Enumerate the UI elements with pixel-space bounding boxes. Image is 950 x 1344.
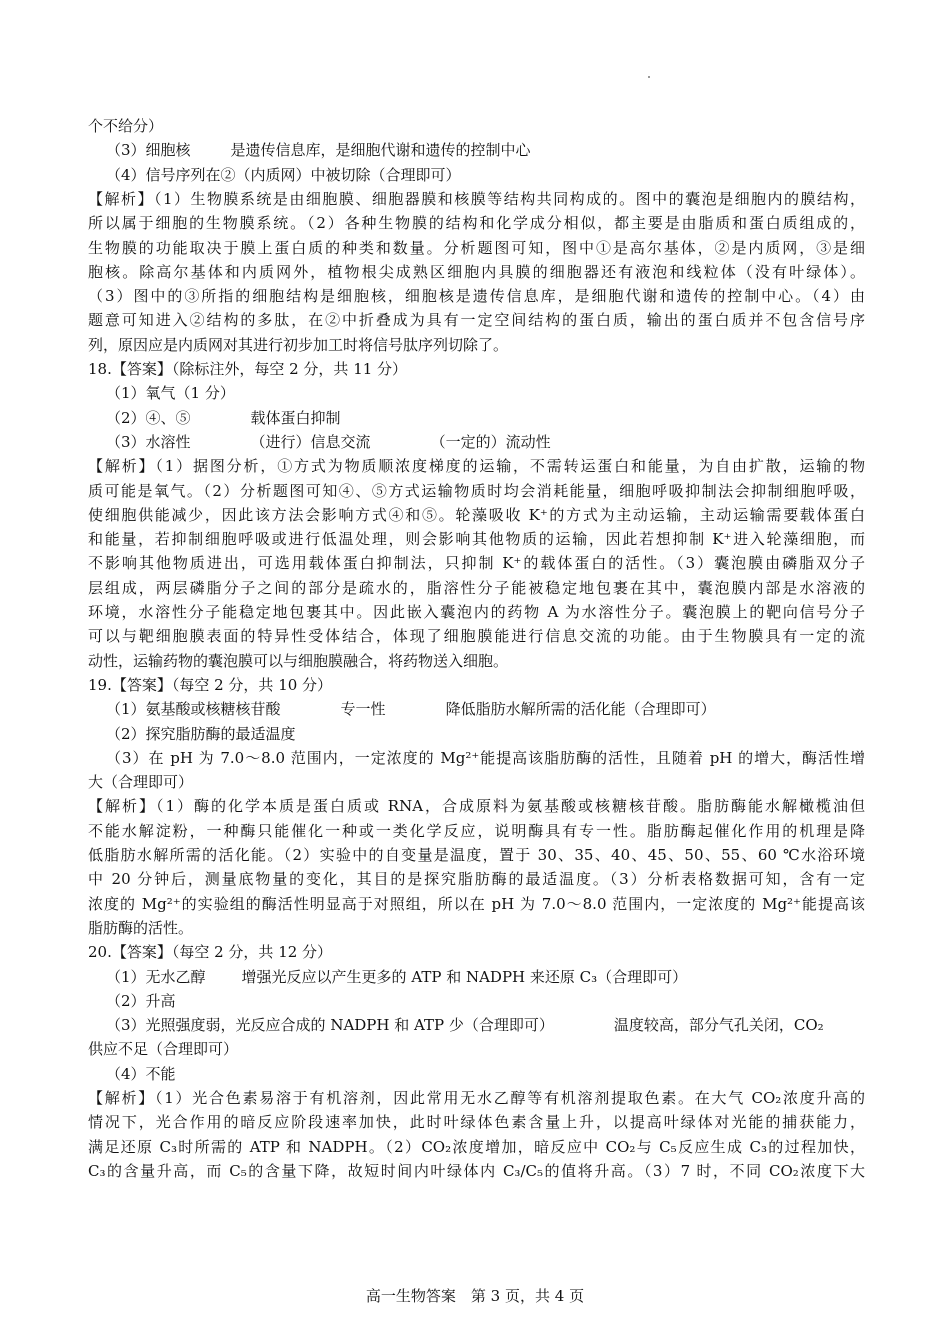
text-line	[106, 697, 865, 721]
text-line: 层组成，两层磷脂分子之间的部分是疏水的，脂溶性分子能被稳定地包裹在其中，囊泡膜内部是水溶液的	[88, 578, 865, 597]
answer-segment: 降低脂肪水解所需的活化能（合理即可）	[445, 700, 716, 719]
answer-segment: 增强光反应以产生更多的 ATP 和 NADPH 来还原 C₃（合理即可）	[241, 967, 688, 986]
text-line	[106, 406, 865, 430]
text-line: 题意可知进入②结构的多肽，在②中折叠成为具有一定空间结构的蛋白质，输出的蛋白质并不包含信号序	[88, 311, 865, 330]
text-line: （4）信号序列在②（内质网）中被切除（合理即可）	[106, 165, 461, 184]
text-line: 个不给分）	[88, 117, 164, 135]
text-line	[106, 430, 865, 454]
answer-segment: （3）细胞核	[106, 141, 191, 160]
text-line: 供应不足（合理即可）	[88, 1040, 239, 1059]
text-line: 生物膜的功能取决于膜上蛋白质的种类和数量。分析题图可知，图中①是高尔基体，②是内质网，③是细	[88, 238, 865, 257]
text-line: 和能量，若抑制细胞呼吸或进行低温处理，则会影响其他物质的运输，因此若想抑制 K⁺进入轮藻细胞，而	[88, 530, 865, 549]
text-line: 满足还原 C₃时所需的 ATP 和 NADPH。（2）CO₂浓度增加，暗反应中 CO₂与 C₅反应生成 C₃的过程加快，	[88, 1137, 865, 1156]
text-line: 可以与靶细胞膜表面的特异性受体结合，体现了细胞膜能进行信息交流的功能。由于生物膜具有一定的流	[88, 627, 865, 646]
answer-segment: （3）水溶性	[106, 432, 191, 451]
text-line: 动性，运输药物的囊泡膜可以与细胞膜融合，将药物送入细胞。	[88, 651, 509, 670]
text-line	[106, 1013, 865, 1037]
text-line: 低脂肪水解所需的活化能。（2）实验中的自变量是温度，置于 30、35、40、45、50、55、60 ℃水浴环境	[88, 846, 865, 864]
text-line: 脂肪酶的活性。	[88, 918, 194, 937]
text-line: 质可能是氧气。（2）分析题图可知④、⑤方式运输物质时均会消耗能量，细胞呼吸抑制法会抑制细胞呼吸，	[88, 481, 865, 500]
answer-segment: 专一性	[340, 700, 386, 719]
text-line: C₃的含量升高，而 C₅的含量下降，故短时间内叶绿体内 C₃/C₅的值将升高。（3）7 时，不同 CO₂浓度下大	[88, 1161, 865, 1180]
text-line	[106, 965, 865, 989]
answer-segment: （3）光照强度弱，光反应合成的 NADPH 和 ATP 少（合理即可）	[106, 1016, 554, 1035]
text-line: 胞核。除高尔基体和内质网外，植物根尖成熟区细胞内具膜的细胞器还有液泡和线粒体（没有叶绿体）。	[88, 262, 865, 281]
answer-segment: 温度较高，部分气孔关闭，CO₂	[613, 1016, 824, 1035]
page-footer: 高一生物答案 第 3 页，共 4 页	[365, 1287, 585, 1305]
text-line: 中 20 分钟后，测量底物量的变化，其目的是探究脂肪酶的最适温度。（3）分析表格数据可知，含有一定	[88, 870, 865, 889]
text-line: 【解析】（1）据图分析，①方式为物质顺浓度梯度的运输，不需转运蛋白和能量，为自由扩散，运输的物	[88, 457, 865, 476]
answer-segment: 载体蛋白抑制	[250, 408, 341, 427]
answer-segment: （2）④、⑤	[106, 408, 191, 427]
answer-segment: （1）无水乙醇	[106, 967, 206, 986]
answer-segment: （进行）信息交流	[250, 432, 371, 451]
text-line: 19.【答案】（每空 2 分，共 10 分）	[88, 675, 333, 694]
text-line: （2）升高	[106, 991, 176, 1010]
text-line: 环境，水溶性分子能稳定地包裹其中。因此嵌入囊泡内的药物 A 为水溶性分子。囊泡膜上的靶向信号分子	[88, 603, 865, 621]
text-line: 浓度的 Mg²⁺的实验组的酶活性明显高于对照组，所以在 pH 为 7.0～8.0 范围内，一定浓度的 Mg²⁺能提高该	[88, 894, 865, 913]
text-line: 使细胞供能减少，因此该方法会影响方式④和⑤。轮藻吸收 K⁺的方式为主动运输，主动运输需要载体蛋白	[88, 505, 865, 524]
text-line: 18.【答案】（除标注外，每空 2 分，共 11 分）	[88, 360, 408, 378]
scan-speck	[648, 76, 650, 78]
text-line: （3）图中的③所指的细胞结构是细胞核，细胞核是遗传信息库，是细胞代谢和遗传的控制中心。（4）由	[88, 287, 865, 306]
text-line: （4）不能	[106, 1064, 176, 1083]
text-line: 不影响其他物质进出，可选用载体蛋白抑制法，只抑制 K⁺的载体蛋白的活性。（3）囊泡膜由磷脂双分子	[88, 554, 865, 573]
text-line: 情况下，光合作用的暗反应阶段速率加快，此时叶绿体色素含量上升，以提高叶绿体对光能的捕获能力，	[88, 1113, 865, 1132]
text-line: 所以属于细胞的生物膜系统。（2）各种生物膜的结构和化学成分相似，都主要是由脂质和蛋白质组成的，	[88, 214, 865, 233]
text-line	[106, 138, 865, 162]
text-line: 【解析】（1）生物膜系统是由细胞膜、细胞器膜和核膜等结构共同构成的。图中的囊泡是细胞内的膜结构，	[88, 189, 865, 208]
text-line: 列，原因应是内质网对其进行初步加工时将信号肽序列切除了。	[88, 335, 509, 354]
text-line: 大（合理即可）	[88, 773, 194, 792]
text-line: 20.【答案】（每空 2 分，共 12 分）	[88, 943, 333, 962]
text-line: （1）氧气（1 分）	[106, 384, 235, 403]
answer-segment: （1）氨基酸或核糖核苷酸	[106, 700, 281, 719]
answer-segment: 是遗传信息库，是细胞代谢和遗传的控制中心	[230, 141, 531, 160]
text-line: （2）探究脂肪酶的最适温度	[106, 724, 296, 743]
text-line: （3）在 pH 为 7.0～8.0 范围内，一定浓度的 Mg²⁺能提高该脂肪酶的活性，且随着 pH 的增大，酶活性增	[106, 748, 865, 767]
text-line: 不能水解淀粉，一种酶只能催化一种或一类化学反应，说明酶具有专一性。脂肪酶起催化作用的机理是降	[88, 821, 865, 840]
text-line: 【解析】（1）光合色素易溶于有机溶剂，因此常用无水乙醇等有机溶剂提取色素。在大气 CO₂浓度升高的	[88, 1089, 865, 1107]
text-line: 【解析】（1）酶的化学本质是蛋白质或 RNA，合成原料为氨基酸或核糖核苷酸。脂肪酶能水解橄榄油但	[88, 797, 865, 816]
answer-segment: （一定的）流动性	[430, 432, 551, 451]
